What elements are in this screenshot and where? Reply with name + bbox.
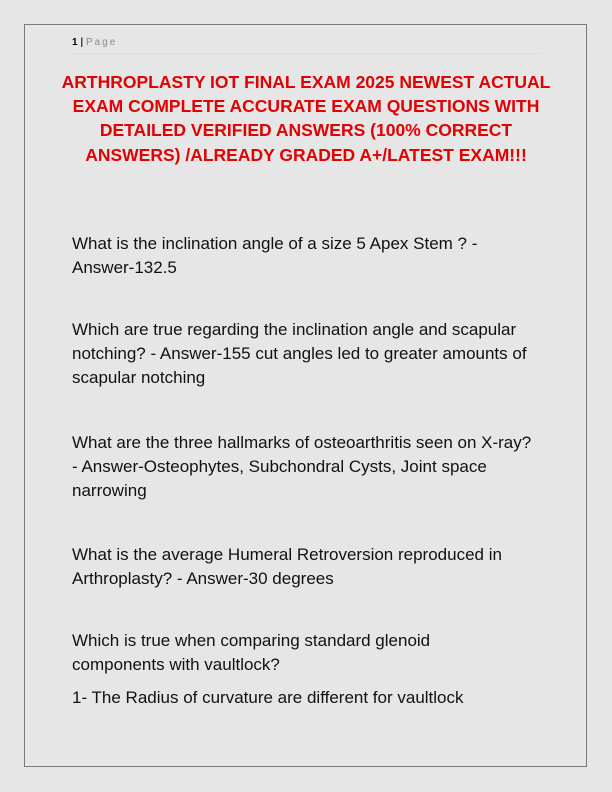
question-answer-1: What is the inclination angle of a size 5 Apex Stem ? - Answer-132.5 [72, 234, 478, 277]
question-5: Which is true when comparing standard glenoid components with vaultlock? [72, 631, 431, 674]
document-title: ARTHROPLASTY IOT FINAL EXAM 2025 NEWEST ACTUAL EXAM COMPLETE ACCURATE EXAM QUESTIONS WITH DETAILED VERIFIED ANSWERS (100% CORRECT ANSWERS) /ALREADY GRADED A+/LATEST EXAM!!! [61, 72, 551, 165]
question-answer-4: What is the average Humeral Retroversion reproduced in Arthroplasty? - Answer-30 degrees [72, 545, 502, 588]
question-5-option-1: 1- The Radius of curvature are different for vaultlock [72, 688, 464, 707]
page-number: 1 [72, 37, 78, 48]
page-header [72, 37, 542, 54]
page-label: Page [85, 37, 118, 48]
page-separator: | [80, 37, 84, 48]
question-answer-2: Which are true regarding the inclination angle and scapular notching? - Answer-155 cut angles led to greater amounts of scapular notching [72, 320, 527, 387]
question-answer-3: What are the three hallmarks of osteoarthritis seen on X-ray? - Answer-Osteophytes, Subchondral Cysts, Joint space narrowing [72, 433, 532, 500]
